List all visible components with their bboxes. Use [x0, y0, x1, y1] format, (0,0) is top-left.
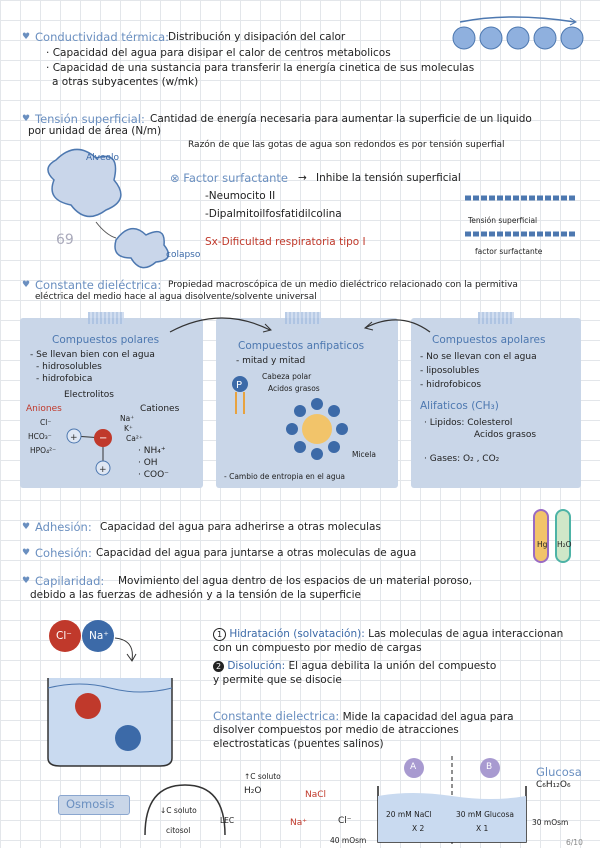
- lipidos: · Lipidos: Colesterol: [424, 418, 513, 428]
- adhesion-def: Capacidad del agua para adherirse a otras moleculas: [100, 521, 381, 533]
- anfipaticos-l1: - mitad y mitad: [236, 356, 306, 366]
- test-tubes-icon: [528, 508, 578, 566]
- na-ion-circle: Na⁺: [89, 630, 109, 642]
- cl-ion-circle: Cl⁻: [56, 630, 72, 642]
- bullet-icon: ♥: [22, 576, 31, 586]
- legend-tension: Tensión superficial: [468, 216, 538, 225]
- bullet-icon: ♥: [22, 32, 31, 42]
- neumocito-text: -Neumocito II: [205, 190, 276, 202]
- alveolo-label: Alveolo: [86, 153, 120, 163]
- osmosis-h2o: H₂O: [244, 786, 262, 796]
- ion-nh4: · NH₄⁺: [138, 446, 166, 456]
- compartment-a: A: [410, 762, 417, 772]
- nacl-conc: 20 mM NaCl: [386, 810, 432, 819]
- dielectrica-def: Propiedad macroscópica de un medio dieléctrico relacionado con la permitiva: [168, 280, 518, 290]
- conductividad-b2: · Capacidad de una sustancia para transferir la energía cinetica de sus moleculas: [46, 62, 475, 74]
- tension-def2: por unidad de área (N/m): [28, 125, 162, 137]
- anfipaticos-title: Compuestos anfipaticos: [238, 340, 365, 352]
- polares-l1: - Se llevan bien con el agua: [30, 350, 155, 360]
- constante-def3: electrostaticas (puentes salinos): [213, 738, 384, 750]
- conductividad-title: Conductividad térmica:: [35, 30, 170, 44]
- ion-cl: Cl⁻: [40, 418, 52, 427]
- capilaridad-def: Movimiento del agua dentro de los espacios de un material poroso,: [118, 575, 473, 587]
- mosm-40: 40 mOsm: [330, 836, 367, 845]
- dielectrica-title: Constante dieléctrica:: [35, 278, 162, 292]
- tube-h2o: H₂O: [557, 540, 572, 549]
- constante-def2: disolver compuestos por medio de atracciones: [213, 724, 459, 736]
- capilaridad-def2: debido a las fuerzas de adhesión y a la tensión de la superficie: [30, 589, 361, 601]
- svg-text:+: +: [99, 465, 107, 475]
- tape-decoration: [88, 312, 124, 324]
- na-plus: Na⁺: [290, 818, 307, 828]
- glucosa: Glucosa: [536, 765, 582, 779]
- electrolitos: Electrolitos: [64, 390, 114, 400]
- tube-hg: Hg: [537, 540, 548, 549]
- glucosa-formula: C₆H₁₂O₆: [536, 780, 571, 790]
- apolares-l3: - hidrofobicos: [420, 380, 482, 390]
- c-soluto-up: ↑C soluto: [244, 772, 281, 781]
- tension-def: Cantidad de energía necesaria para aumentar la superficie de un liquido: [150, 113, 532, 125]
- aniones: Aniones: [26, 404, 62, 414]
- polares-l3: - hidrofobica: [36, 374, 93, 384]
- ion-na: Na⁺: [120, 414, 135, 423]
- cohesion-title: Cohesión:: [35, 546, 92, 560]
- bullet-icon: ♥: [22, 280, 31, 290]
- svg-text:+: +: [70, 433, 78, 443]
- osmosis-title: Osmosis: [66, 797, 115, 811]
- tension-razon: Razón de que las gotas de agua son redondos es por tensión superfial: [188, 140, 505, 150]
- citosol: citosol: [166, 826, 191, 835]
- sx-text: Sx-Dificultad respiratoria tipo I: [205, 236, 366, 248]
- lec: LEC: [220, 816, 235, 825]
- apolares-title: Compuestos apolares: [432, 334, 546, 346]
- apolares-l1: - No se llevan con el agua: [420, 352, 537, 362]
- heat-transfer-circles: [450, 14, 590, 54]
- hidratacion-def2: con un compuesto por medio de cargas: [213, 642, 422, 654]
- dipal-text: -Dipalmitoilfosfatidilcolina: [205, 208, 342, 220]
- cabeza-polar: Cabeza polar: [262, 372, 312, 381]
- ion-oh: · OH: [138, 458, 158, 468]
- bullet-icon: ♥: [22, 548, 31, 558]
- conductividad-def: Distribución y disipación del calor: [168, 31, 346, 43]
- water-molecule: [58, 410, 128, 480]
- inhibe-text: Inhibe la tensión superficial: [316, 172, 461, 184]
- mosm-30: 30 mOsm: [532, 818, 569, 827]
- ion-k: K⁺: [124, 424, 133, 433]
- legend-factor: factor surfactante: [475, 247, 543, 256]
- conductividad-b2b: a otras subyacentes (w/mk): [52, 76, 199, 88]
- apolares-l2: - liposolubles: [420, 366, 480, 376]
- hidratacion: 1 Hidratación (solvatación): Las moleculas de agua interaccionan: [213, 628, 563, 641]
- x1: X 1: [476, 824, 489, 833]
- acidos-grasos: Acidos grasos: [268, 384, 320, 393]
- compartment-b: B: [486, 762, 493, 772]
- micela-icon: [282, 394, 352, 464]
- micela-label: Micela: [352, 450, 376, 459]
- ion-hpo4: HPO₄²⁻: [30, 446, 57, 455]
- svg-text:−: −: [99, 433, 108, 444]
- adhesion-title: Adhesión:: [35, 520, 92, 534]
- svg-text:69: 69: [56, 232, 74, 248]
- constante-bottom: Constante dielectrica: Mide la capacidad del agua para: [213, 709, 514, 723]
- svg-text:P: P: [236, 380, 243, 391]
- ion-ca: Ca²⁺: [126, 434, 143, 443]
- capilaridad-title: Capilaridad:: [35, 574, 105, 588]
- gases: · Gases: O₂ , CO₂: [424, 454, 500, 464]
- cambio-entropia: - Cambio de entropia en el agua: [224, 472, 345, 481]
- factor-arrow: →: [298, 172, 307, 184]
- conductividad-b1: · Capacidad del agua para disipar el calor de centros metabolicos: [46, 47, 391, 59]
- dielectrica-def2: eléctrica del medio hace al agua disolvente/solvente universal: [35, 292, 317, 302]
- nacl: NaCl: [305, 790, 327, 800]
- ion-hco3: HCO₃⁻: [28, 432, 52, 441]
- cohesion-def: Capacidad del agua para juntarse a otras moleculas de agua: [96, 547, 417, 559]
- apolares-acidos: Acidos grasos: [474, 430, 537, 440]
- polares-l2: - hidrosolubles: [36, 362, 102, 372]
- tension-title: Tensión superficial:: [35, 112, 145, 126]
- cl-minus: Cl⁻: [338, 816, 352, 826]
- phospholipid-icon: [228, 374, 278, 424]
- factor-surfactante: ⊗ Factor surfactante: [170, 171, 289, 185]
- panel-arrows: [150, 310, 450, 340]
- ion-coo: · COO⁻: [138, 470, 169, 480]
- osmosis-beaker: [372, 756, 532, 846]
- glucosa-conc: 30 mM Glucosa: [456, 810, 514, 819]
- disolucion: 2 Disolución: El agua debilita la unión del compuesto: [213, 660, 496, 672]
- bullet-icon: ♥: [22, 522, 31, 532]
- alifaticos: Alifaticos (CH₃): [420, 400, 499, 412]
- c-soluto-down: ↓C soluto: [160, 806, 197, 815]
- disolucion-def2: y permite que se disocie: [213, 674, 342, 686]
- bullet-icon: ♥: [22, 114, 31, 124]
- cationes: Cationes: [140, 404, 180, 414]
- page-number: 6/10: [566, 838, 583, 847]
- x2: X 2: [412, 824, 425, 833]
- tape-decoration: [478, 312, 514, 324]
- polares-title: Compuestos polares: [52, 334, 160, 346]
- colapso-label: colapso: [166, 250, 201, 260]
